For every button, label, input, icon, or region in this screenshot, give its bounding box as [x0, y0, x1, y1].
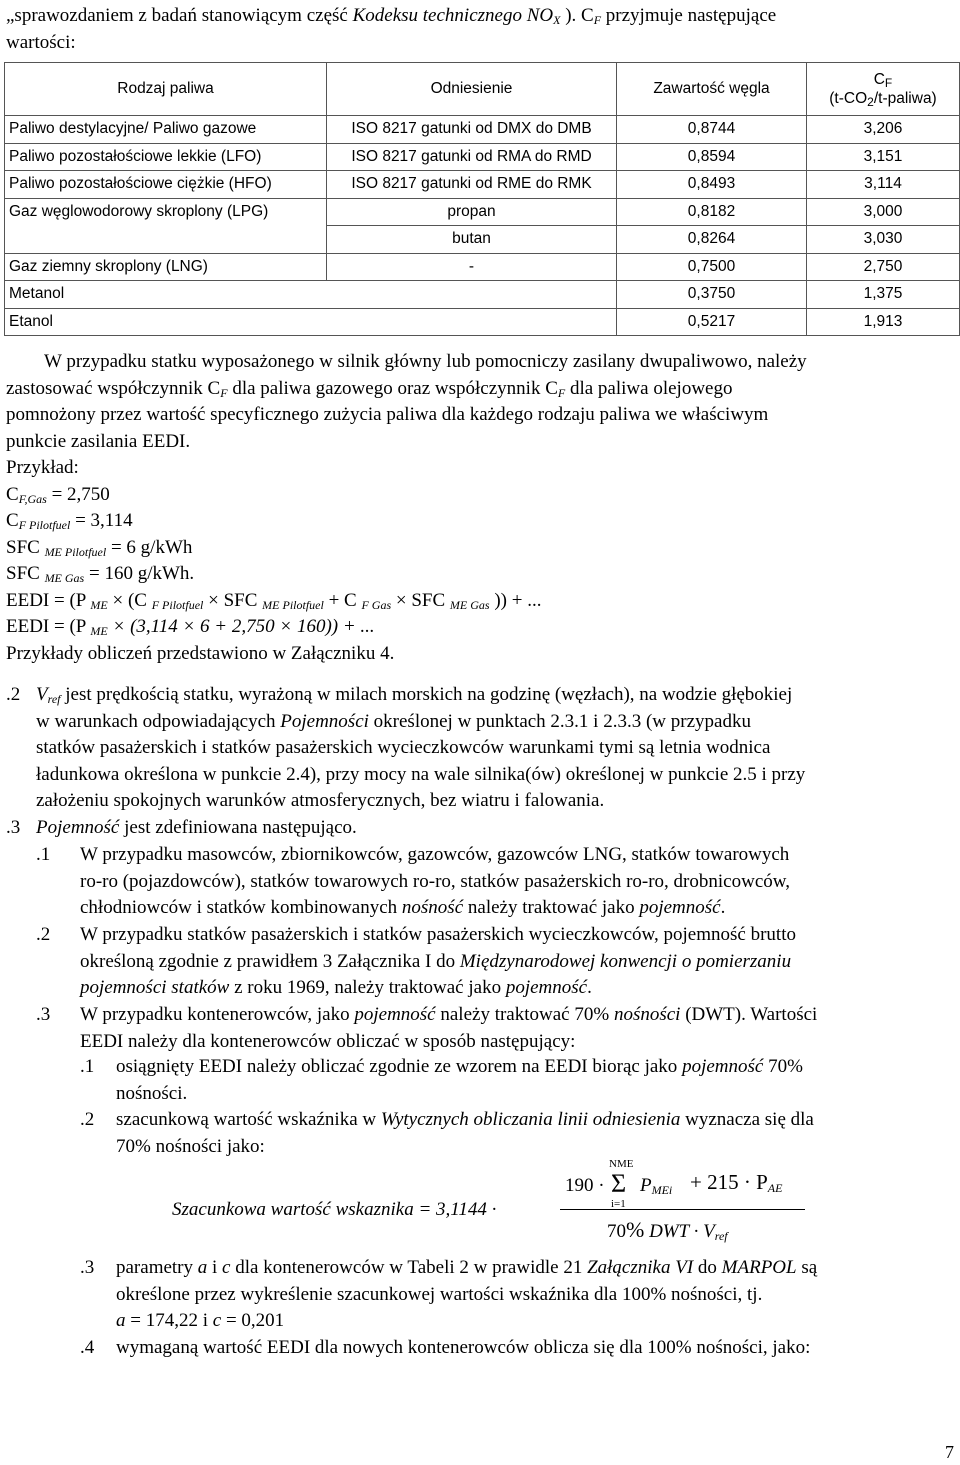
capacity-p3-s2: [116, 1107, 954, 1160]
paragraph-line: osiągnięty EEDI należy obliczać zgodnie ze wzorem na EEDI biorąc jako pojemność 70%: [116, 1056, 803, 1077]
table-row: [5, 116, 960, 144]
header-reference: Odniesienie: [327, 63, 617, 116]
capacity-p3-s3: [116, 1255, 954, 1335]
paragraph-line: parametry a i c dla kontenerowców w Tabeli 2 w prawidle 21 Załącznika VI do MARPOL są: [116, 1257, 818, 1278]
item-number: .1: [36, 844, 51, 865]
table-row: [5, 253, 960, 281]
cell-carbon: 0,8744: [617, 116, 807, 144]
formula-lhs: Szacunkowa wartość wskaznika = 3,1144 ·: [172, 1199, 497, 1220]
capacity-p1: [80, 842, 954, 922]
cell-fuel: Gaz ziemny skroplony (LNG): [5, 253, 327, 281]
cell-carbon: 0,5217: [617, 308, 807, 336]
cell-cf: 1,913: [807, 308, 960, 336]
eedi-formula-1: EEDI = (P $_{ME}$ × (C $_{F Pilotfuel}$ × SFC $_{ME Pilotfuel}$ + C $_{F Gas}$ × SFC $_{ME Gas}$ )) + ...: [6, 589, 542, 612]
capacity-p3-s1: [116, 1054, 954, 1107]
cell-ref: ISO 8217 gatunki od DMX do DMB: [327, 116, 617, 144]
paragraph-line: W przypadku masowców, zbiornikowców, gazowców, gazowców LNG, statków towarowych: [80, 844, 790, 865]
capacity-p2: [80, 922, 954, 1002]
sigma-upper: NME: [609, 1158, 634, 1170]
sigma-lower: i=1: [611, 1198, 626, 1210]
vref-paragraph: [36, 682, 954, 815]
paragraph-line: W przypadku statku wyposażonego w silnik główny lub pomocniczy zasilany dwupaliwowo, należy: [44, 351, 807, 372]
item-number: .3: [80, 1257, 95, 1278]
paragraph-line: szacunkową wartość wskaźnika w Wytycznych obliczania linii odniesienia wyznacza się dla: [116, 1109, 814, 1130]
cell-cf: 3,114: [807, 171, 960, 199]
paragraph-line: a = 174,22 i c = 0,201: [116, 1310, 285, 1331]
cell-ref: butan: [327, 226, 617, 254]
cell-fuel: [5, 226, 327, 254]
cell-fuel: Paliwo pozostałościowe lekkie (LFO): [5, 143, 327, 171]
formula-pae: + $215 \cdot P_{AE}$: [690, 1170, 783, 1195]
cell-carbon: 0,8264: [617, 226, 807, 254]
cell-cf: 2,750: [807, 253, 960, 281]
item-number: .2: [36, 924, 51, 945]
table-row: [5, 171, 960, 199]
cell-fuel: Paliwo pozostałościowe ciężkie (HFO): [5, 171, 327, 199]
capacity-heading: Pojemność jest zdefiniowana następująco.: [36, 817, 357, 838]
formula-190: 190 ·: [565, 1175, 605, 1196]
cell-cf: 1,375: [807, 281, 960, 309]
paragraph-line: punkcie zasilania EEDI.: [6, 430, 191, 452]
cell-carbon: 0,8493: [617, 171, 807, 199]
cell-fuel: Paliwo destylacyjne/ Paliwo gazowe: [5, 116, 327, 144]
paragraph-line: $V_{ref}$ jest prędkością statku, wyrażoną w milach morskich na godzinę (węzłach), na wodzie głębokiej: [36, 684, 793, 706]
item-number: .2: [6, 684, 21, 705]
paragraph-line: w warunkach odpowiadających Pojemności określonej w punktach 2.3.1 i 2.3.3 (w przypadku: [36, 710, 751, 732]
cell-fuel: Metanol: [5, 281, 327, 309]
cell-carbon: 0,7500: [617, 253, 807, 281]
paragraph-line: pomnożony przez wartość specyficznego zużycia paliwa dla każdego rodzaju paliwa we właściwym: [6, 404, 769, 425]
item-number: .2: [80, 1109, 95, 1130]
header-cf: $C_F$ $(t-CO_2/t-paliwa)$: [807, 63, 960, 116]
paragraph-line: statków pasażerskich i statków pasażerskich wycieczkowców warunkami tymi są letnia wodnica: [36, 737, 771, 758]
cell-ref: [327, 308, 617, 336]
capacity-p3: [80, 1002, 954, 1055]
table-row: [5, 308, 960, 336]
cell-fuel: Gaz węglowodorowy skroplony (LPG): [5, 198, 327, 226]
cell-cf: 3,206: [807, 116, 960, 144]
item-number: .3: [6, 817, 21, 838]
sigma-symbol: Σ: [611, 1169, 627, 1198]
paragraph-line: założeniu spokojnych warunków atmosferycznych, bez wiatru i falowania.: [36, 790, 605, 811]
annex-reference: Przykłady obliczeń przedstawiono w Załączniku 4.: [6, 642, 395, 664]
intro-text: „sprawozdaniem z badań stanowiącym część Kodeksu technicznego $NO_X$ ). $C_F$ przyjmuje następujące wartości:: [6, 5, 777, 53]
paragraph-line: zastosować współczynnik $C_F$ dla paliwa gazowego oraz współczynnik $C_F$ dla paliwa olejowego: [6, 377, 733, 400]
formula-pme: $P_{MEi}$: [640, 1175, 673, 1197]
cell-ref: ISO 8217 gatunki od RMA do RMD: [327, 143, 617, 171]
table-header-row: [5, 63, 960, 116]
paragraph-line: wymaganą wartość EEDI dla nowych kontenerowców oblicza się dla 100% nośności, jako:: [116, 1337, 811, 1358]
cell-ref: ISO 8217 gatunki od RME do RMK: [327, 171, 617, 199]
paragraph-line: EEDI należy dla kontenerowców obliczać w sposób następujący:: [80, 1030, 576, 1052]
cell-carbon: 0,8594: [617, 143, 807, 171]
table-row: [5, 143, 960, 171]
paragraph-line: określoną zgodnie z prawidłem 3 Załącznika I do Międzynarodowej konwencji o pomierzaniu: [80, 950, 792, 972]
table-row: [5, 226, 960, 254]
cell-fuel: Etanol: [5, 308, 327, 336]
paragraph-line: pojemności statków z roku 1969, należy traktować jako pojemność.: [80, 977, 592, 998]
paragraph-line: ładunkowa określona w punkcie 2.4), przy mocy na wale silnika(ów) określonej w punkcie 2.5 i przy: [36, 763, 806, 785]
fraction-bar: [560, 1209, 805, 1210]
page-number: 7: [945, 1442, 954, 1462]
cell-cf: 3,151: [807, 143, 960, 171]
paragraph-line: nośności.: [116, 1082, 188, 1104]
paragraph-line: chłodniowców i statków kombinowanych nośność należy traktować jako pojemność.: [80, 897, 726, 918]
cell-cf: 3,030: [807, 226, 960, 254]
cell-carbon: 0,8182: [617, 198, 807, 226]
paragraph-line: 70% nośności jako:: [116, 1135, 265, 1157]
cell-ref: [327, 281, 617, 309]
dual-fuel-paragraph: [6, 349, 954, 667]
paragraph-line: określone przez wykreślenie szacunkowej wartości wskaźnika dla 100% nośności, tj.: [116, 1283, 763, 1305]
item-number: .1: [80, 1056, 95, 1077]
eedi-formula-2: EEDI = (P $_{ME}$ × (3,114 × 6 + 2,750 × 160)) + ...: [6, 616, 375, 638]
cell-ref: -: [327, 253, 617, 281]
paragraph-line: W przypadku kontenerowców, jako pojemność należy traktować 70% nośności (DWT). Wartości: [80, 1004, 818, 1025]
example-label: Przykład:: [6, 457, 79, 478]
example-cf-gas: $C_{F,Gas} = 2,750$: [6, 483, 110, 506]
table-row: [5, 198, 960, 226]
item-number: .4: [80, 1337, 95, 1358]
example-cf-pilot: $C_{F Pilotfuel} = 3,114$: [6, 510, 133, 532]
cell-carbon: 0,3750: [617, 281, 807, 309]
header-carbon: Zawartość węgla: [617, 63, 807, 116]
paragraph-line: W przypadku statków pasażerskich i statków pasażerskich wycieczkowców, pojemność brutto: [80, 924, 796, 945]
fuel-cf-table: [4, 62, 960, 336]
cell-ref: propan: [327, 198, 617, 226]
example-sfc-pilot: SFC $_{ME Pilotfuel}$ = 6 g/kWh: [6, 536, 193, 559]
cell-cf: 3,000: [807, 198, 960, 226]
table-row: [5, 281, 960, 309]
formula-denominator: 70% DWT · $V_{ref}$: [607, 1217, 728, 1243]
capacity-p3-s4: [116, 1335, 954, 1362]
header-fuel: Rodzaj paliwa: [5, 63, 327, 116]
paragraph-line: ro-ro (pojazdowców), statków towarowych ro-ro, statków pasażerskich ro-ro, drobnicowców,: [80, 870, 790, 892]
item-number: .3: [36, 1004, 51, 1025]
example-sfc-gas: SFC $_{ME Gas}$ = 160 g/kWh.: [6, 563, 195, 585]
